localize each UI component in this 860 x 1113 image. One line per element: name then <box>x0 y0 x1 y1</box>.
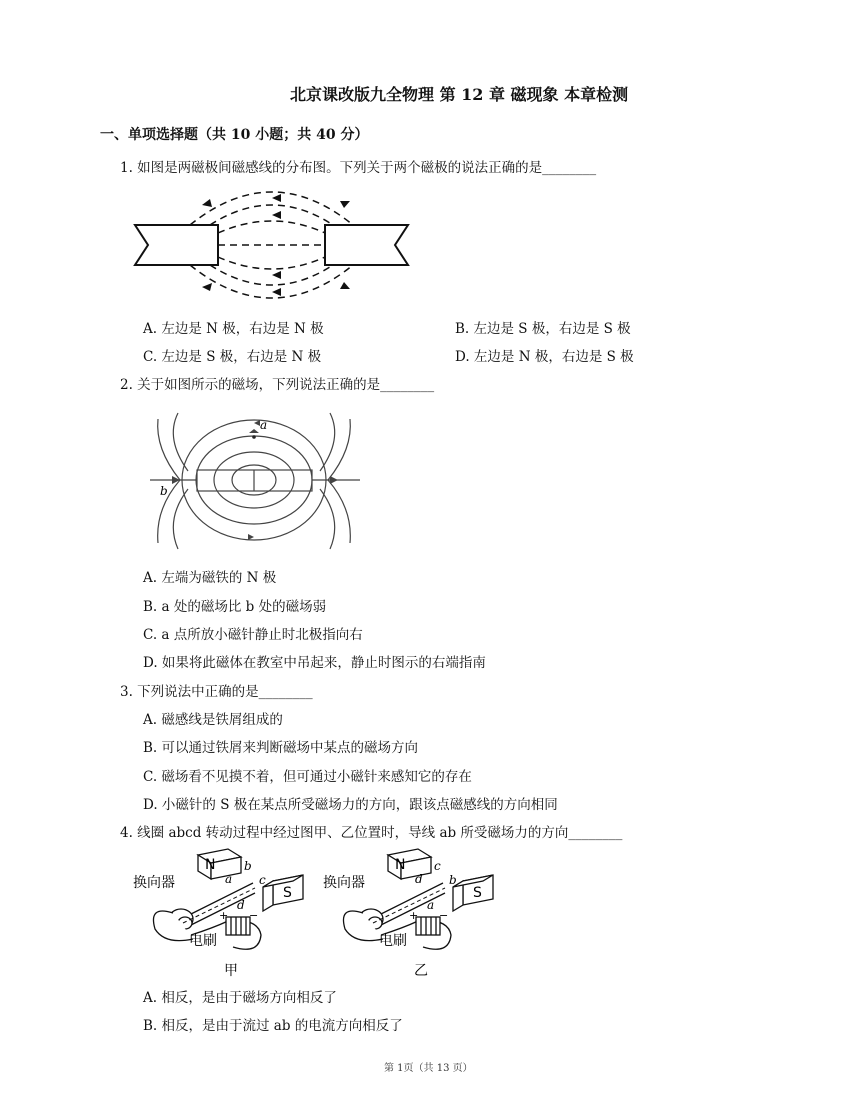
label-b: b <box>449 873 457 887</box>
question-1-figure <box>130 173 415 313</box>
commutator-label: 换向器 <box>323 875 365 891</box>
figure-label-yi: 乙 <box>414 963 428 979</box>
page-title: 北京课改版九全物理 第 12 章 磁现象 本章检测 <box>290 85 629 104</box>
commutator-label: 换向器 <box>133 875 175 891</box>
question-2-option-b[interactable]: B. a 处的磁场比 b 处的磁场弱 <box>143 599 327 615</box>
question-2-option-d[interactable]: D. 如果将此磁体在教室中吊起来，静止时图示的右端指南 <box>143 655 486 671</box>
question-3-option-b[interactable]: B. 可以通过铁屑来判断磁场中某点的磁场方向 <box>143 740 419 756</box>
question-3-option-a[interactable]: A. 磁感线是铁屑组成的 <box>143 712 283 728</box>
question-2-figure <box>150 409 360 554</box>
question-4-option-a[interactable]: A. 相反，是由于磁场方向相反了 <box>143 990 337 1006</box>
magnet-n-label: N <box>395 857 406 873</box>
magnet-s-label: S <box>283 885 292 901</box>
section-heading: 一、单项选择题（共 10 小题；共 40 分） <box>100 127 369 143</box>
label-d: d <box>237 898 245 912</box>
label-c: c <box>434 859 441 873</box>
question-4-figure-jia <box>133 843 313 983</box>
question-1-stem: 1. 如图是两磁极间磁感线的分布图。下列关于两个磁极的说法正确的是________ <box>120 160 597 176</box>
question-1-option-b[interactable]: B. 左边是 S 极，右边是 S 极 <box>455 321 631 337</box>
brush-label: 电刷 <box>379 933 407 949</box>
label-c: c <box>259 873 266 887</box>
question-1-option-d[interactable]: D. 左边是 N 极，右边是 S 极 <box>455 349 634 365</box>
page-footer: 第 1页（共 13 页） <box>384 1063 473 1074</box>
plus-sign: + <box>409 909 419 922</box>
label-d: d <box>415 872 423 886</box>
question-1-option-a[interactable]: A. 左边是 N 极，右边是 N 极 <box>143 321 324 337</box>
label-a: a <box>427 898 435 912</box>
brush-label: 电刷 <box>189 933 217 949</box>
magnet-s-label: S <box>473 885 482 901</box>
magnet-n-label: N <box>205 857 216 873</box>
question-3-option-c[interactable]: C. 磁场看不见摸不着，但可通过小磁针来感知它的存在 <box>143 769 472 785</box>
label-b: b <box>160 484 168 498</box>
question-3-option-d[interactable]: D. 小磁针的 S 极在某点所受磁场力的方向，跟该点磁感线的方向相同 <box>143 797 558 813</box>
label-a: a <box>260 418 268 432</box>
label-a: a <box>225 872 233 886</box>
label-b: b <box>244 859 252 873</box>
question-4-figure-yi <box>323 843 503 983</box>
plus-sign: + <box>219 909 229 922</box>
question-3-stem: 3. 下列说法中正确的是________ <box>120 684 313 700</box>
question-2-option-a[interactable]: A. 左端为磁铁的 N 极 <box>143 570 277 586</box>
question-2-stem: 2. 关于如图所示的磁场，下列说法正确的是________ <box>120 377 435 393</box>
question-4-stem: 4. 线圈 abcd 转动过程中经过图甲、乙位置时，导线 ab 所受磁场力的方向________ <box>120 825 623 841</box>
question-1-option-c[interactable]: C. 左边是 S 极，右边是 N 极 <box>143 349 322 365</box>
question-2-option-c[interactable]: C. a 点所放小磁针静止时北极指向右 <box>143 627 363 643</box>
minus-sign: − <box>439 909 449 922</box>
figure-label-jia: 甲 <box>224 963 238 979</box>
question-4-option-b[interactable]: B. 相反，是由于流过 ab 的电流方向相反了 <box>143 1018 403 1034</box>
minus-sign: − <box>249 909 259 922</box>
